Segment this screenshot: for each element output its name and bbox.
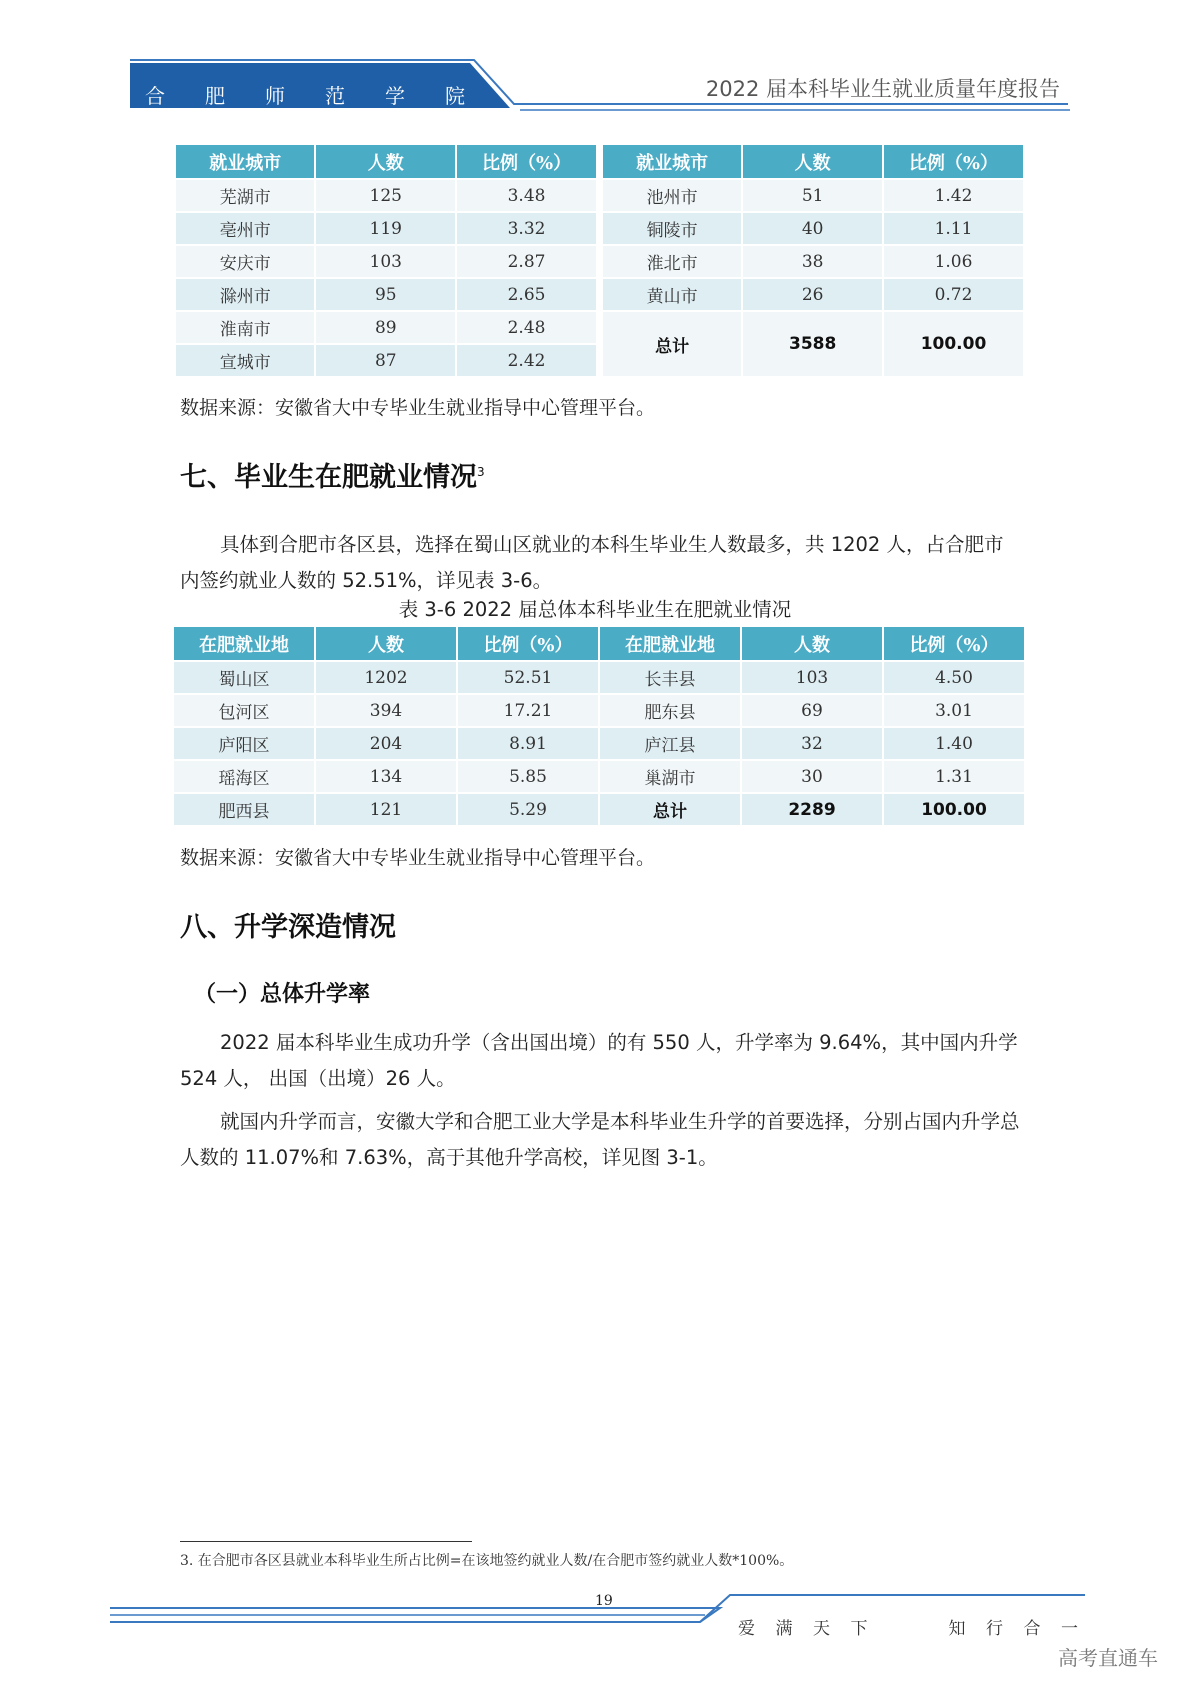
- table-row: [603, 180, 1023, 211]
- total-label: 总计: [600, 794, 740, 825]
- total-count: 2289: [742, 794, 882, 825]
- school-char: 学: [385, 84, 405, 108]
- count-cell: 103: [742, 662, 882, 693]
- school-char: 院: [445, 84, 465, 108]
- percent-cell: 2.65: [457, 279, 596, 310]
- table-row: [176, 279, 596, 310]
- motto-gap: [888, 1614, 928, 1639]
- page-header: [0, 0, 1190, 120]
- motto-char: 一: [1061, 1619, 1078, 1639]
- total-percent: 100.00: [884, 312, 1023, 376]
- city-cell: 淮北市: [603, 246, 741, 277]
- district-cell: 蜀山区: [174, 662, 314, 693]
- district-cell: 包河区: [174, 695, 314, 726]
- section-heading: [180, 455, 485, 494]
- percent-cell: 2.48: [457, 312, 596, 343]
- column-header: 比例（%）: [458, 627, 598, 660]
- percent-cell: 2.87: [457, 246, 596, 277]
- count-cell: 87: [316, 345, 455, 376]
- column-header: 就业城市: [176, 145, 314, 178]
- report-title: 2022 届本科毕业生就业质量年度报告: [705, 77, 1060, 101]
- table-row: [174, 761, 1024, 792]
- count-cell: 125: [316, 180, 455, 211]
- city-table-right: [601, 143, 1025, 378]
- district-cell: 庐江县: [600, 728, 740, 759]
- count-cell: 89: [316, 312, 455, 343]
- total-percent: 100.00: [884, 794, 1024, 825]
- section-heading: 八、升学深造情况: [180, 912, 396, 943]
- watermark-text: 高考直通车: [1058, 1646, 1158, 1670]
- count-cell: 95: [316, 279, 455, 310]
- count-cell: 51: [743, 180, 882, 211]
- city-cell: 亳州市: [176, 213, 314, 244]
- column-header: 比例（%）: [457, 145, 596, 178]
- hefei-table: [172, 625, 1026, 827]
- percent-cell: 3.01: [884, 695, 1024, 726]
- count-cell: 119: [316, 213, 455, 244]
- column-header: 在肥就业地: [600, 627, 740, 660]
- column-header: 人数: [743, 145, 882, 178]
- city-cell: 池州市: [603, 180, 741, 211]
- city-cell: 淮南市: [176, 312, 314, 343]
- count-cell: 204: [316, 728, 456, 759]
- count-cell: 38: [743, 246, 882, 277]
- motto-char: 爱: [738, 1619, 755, 1639]
- count-cell: 121: [316, 794, 456, 825]
- data-source-note: 数据来源：安徽省大中专毕业生就业指导中心管理平台。: [180, 397, 656, 419]
- footnote-ref: 3: [477, 465, 485, 479]
- data-source-note: 数据来源：安徽省大中专毕业生就业指导中心管理平台。: [180, 847, 656, 869]
- motto-char: 合: [1023, 1619, 1041, 1639]
- table-row: [174, 662, 1024, 693]
- table-row: [176, 246, 596, 277]
- table-row: [603, 213, 1023, 244]
- motto-char: 行: [986, 1619, 1003, 1639]
- paragraph: 就国内升学而言，安徽大学和合肥工业大学是本科毕业生升学的首要选择，分别占国内升学总人数的 11.07%和 7.63%，高于其他升学高校，详见图 3-1。: [180, 1110, 1020, 1169]
- school-char: 师: [265, 84, 285, 108]
- percent-cell: 3.32: [457, 213, 596, 244]
- city-cell: 黄山市: [603, 279, 741, 310]
- column-header: 在肥就业地: [174, 627, 314, 660]
- count-cell: 30: [742, 761, 882, 792]
- count-cell: 69: [742, 695, 882, 726]
- count-cell: 394: [316, 695, 456, 726]
- table-row: [603, 246, 1023, 277]
- table-total-row: [603, 312, 1023, 376]
- footer-motto: [738, 1614, 1078, 1639]
- table-row: [176, 180, 596, 211]
- table-row: [174, 728, 1024, 759]
- count-cell: 40: [743, 213, 882, 244]
- table-row: [176, 312, 596, 343]
- district-cell: 瑶海区: [174, 761, 314, 792]
- motto-char: 天: [813, 1619, 830, 1639]
- column-header: 比例（%）: [884, 627, 1024, 660]
- count-cell: 32: [742, 728, 882, 759]
- paragraph: 具体到合肥市各区县，选择在蜀山区就业的本科生毕业生人数最多，共 1202 人，占合肥市内签约就业人数的 52.51%，详见表 3-6。: [180, 533, 1004, 592]
- table-row: [174, 695, 1024, 726]
- table-header-row: [176, 145, 596, 178]
- district-cell: 庐阳区: [174, 728, 314, 759]
- percent-cell: 0.72: [884, 279, 1023, 310]
- percent-cell: 52.51: [458, 662, 598, 693]
- percent-cell: 5.29: [458, 794, 598, 825]
- motto-char: 下: [850, 1619, 868, 1639]
- table-row: [603, 279, 1023, 310]
- percent-cell: 1.42: [884, 180, 1023, 211]
- table-header-row: [603, 145, 1023, 178]
- column-header: 就业城市: [603, 145, 741, 178]
- column-header: 人数: [742, 627, 882, 660]
- district-cell: 巢湖市: [600, 761, 740, 792]
- count-cell: 134: [316, 761, 456, 792]
- city-cell: 安庆市: [176, 246, 314, 277]
- total-label: 总计: [603, 312, 741, 376]
- count-cell: 103: [316, 246, 455, 277]
- school-char: 合: [145, 84, 165, 108]
- percent-cell: 1.31: [884, 761, 1024, 792]
- city-cell: 宣城市: [176, 345, 314, 376]
- city-cell: 铜陵市: [603, 213, 741, 244]
- percent-cell: 1.06: [884, 246, 1023, 277]
- column-header: 人数: [316, 145, 455, 178]
- district-cell: 肥东县: [600, 695, 740, 726]
- subsection-heading: （一）总体升学率: [194, 982, 371, 1007]
- city-table-left: [174, 143, 598, 378]
- percent-cell: 8.91: [458, 728, 598, 759]
- district-cell: 长丰县: [600, 662, 740, 693]
- district-cell: 肥西县: [174, 794, 314, 825]
- school-char: 范: [325, 84, 345, 108]
- percent-cell: 1.40: [884, 728, 1024, 759]
- city-cell: 滁州市: [176, 279, 314, 310]
- section-title: 七、毕业生在肥就业情况: [180, 462, 477, 493]
- page-number: 19: [595, 1593, 613, 1609]
- table-row: [176, 213, 596, 244]
- paragraph: 2022 届本科毕业生成功升学（含出国出境）的有 550 人，升学率为 9.64%，其中国内升学 524 人， 出国（出境）26 人。: [180, 1031, 1018, 1090]
- school-char: 肥: [205, 84, 225, 108]
- table-header-row: [174, 627, 1024, 660]
- count-cell: 26: [743, 279, 882, 310]
- school-name: [145, 80, 465, 109]
- percent-cell: 17.21: [458, 695, 598, 726]
- percent-cell: 3.48: [457, 180, 596, 211]
- percent-cell: 1.11: [884, 213, 1023, 244]
- percent-cell: 4.50: [884, 662, 1024, 693]
- motto-char: 知: [948, 1619, 966, 1639]
- column-header: 人数: [316, 627, 456, 660]
- table-row: [174, 794, 1024, 825]
- percent-cell: 5.85: [458, 761, 598, 792]
- column-header: 比例（%）: [884, 145, 1023, 178]
- footnote: 3. 在合肥市各区县就业本科毕业生所占比例=在该地签约就业人数/在合肥市签约就业人数*100%。: [180, 1553, 794, 1569]
- table-row: [176, 345, 596, 376]
- city-cell: 芜湖市: [176, 180, 314, 211]
- motto-char: 满: [775, 1619, 793, 1639]
- table-caption: 表 3-6 2022 届总体本科毕业生在肥就业情况: [398, 598, 792, 621]
- total-count: 3588: [743, 312, 882, 376]
- count-cell: 1202: [316, 662, 456, 693]
- percent-cell: 2.42: [457, 345, 596, 376]
- footnote-divider: [180, 1541, 472, 1542]
